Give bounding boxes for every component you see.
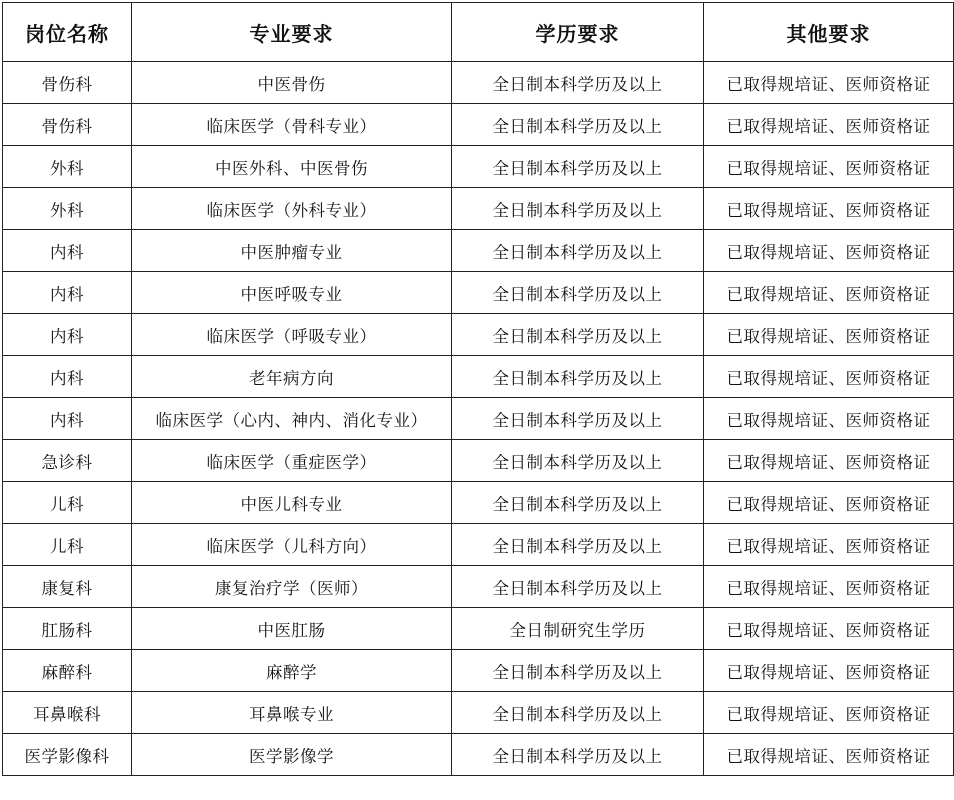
cell-major: 临床医学（呼吸专业）	[132, 314, 452, 356]
table-row	[3, 230, 954, 272]
cell-education: 全日制本科学历及以上	[452, 566, 704, 608]
cell-education: 全日制本科学历及以上	[452, 398, 704, 440]
cell-other: 已取得规培证、医师资格证	[704, 62, 954, 104]
cell-major: 临床医学（重症医学）	[132, 440, 452, 482]
cell-position: 耳鼻喉科	[3, 692, 132, 734]
cell-other: 已取得规培证、医师资格证	[704, 398, 954, 440]
cell-other: 已取得规培证、医师资格证	[704, 314, 954, 356]
cell-major: 临床医学（儿科方向）	[132, 524, 452, 566]
table-row	[3, 524, 954, 566]
cell-education: 全日制本科学历及以上	[452, 104, 704, 146]
cell-major: 中医肿瘤专业	[132, 230, 452, 272]
cell-other: 已取得规培证、医师资格证	[704, 440, 954, 482]
cell-position: 内科	[3, 230, 132, 272]
cell-major: 临床医学（心内、神内、消化专业）	[132, 398, 452, 440]
cell-major: 临床医学（外科专业）	[132, 188, 452, 230]
cell-major: 耳鼻喉专业	[132, 692, 452, 734]
header-education: 学历要求	[452, 3, 704, 62]
cell-major: 临床医学（骨科专业）	[132, 104, 452, 146]
cell-major: 老年病方向	[132, 356, 452, 398]
cell-position: 内科	[3, 272, 132, 314]
table-row	[3, 146, 954, 188]
job-requirements-table	[2, 2, 954, 776]
table-row	[3, 314, 954, 356]
cell-other: 已取得规培证、医师资格证	[704, 692, 954, 734]
cell-position: 骨伤科	[3, 62, 132, 104]
cell-other: 已取得规培证、医师资格证	[704, 104, 954, 146]
cell-education: 全日制本科学历及以上	[452, 440, 704, 482]
cell-position: 内科	[3, 398, 132, 440]
cell-education: 全日制本科学历及以上	[452, 146, 704, 188]
table-row	[3, 188, 954, 230]
cell-major: 中医呼吸专业	[132, 272, 452, 314]
header-position: 岗位名称	[3, 3, 132, 62]
cell-education: 全日制本科学历及以上	[452, 482, 704, 524]
cell-education: 全日制本科学历及以上	[452, 356, 704, 398]
cell-position: 急诊科	[3, 440, 132, 482]
cell-other: 已取得规培证、医师资格证	[704, 188, 954, 230]
table-row	[3, 608, 954, 650]
cell-education: 全日制本科学历及以上	[452, 62, 704, 104]
table-body	[3, 62, 954, 776]
cell-other: 已取得规培证、医师资格证	[704, 146, 954, 188]
cell-position: 内科	[3, 356, 132, 398]
cell-position: 麻醉科	[3, 650, 132, 692]
cell-education: 全日制本科学历及以上	[452, 524, 704, 566]
header-other: 其他要求	[704, 3, 954, 62]
table-row	[3, 398, 954, 440]
table-row	[3, 356, 954, 398]
table-row	[3, 734, 954, 776]
table-row	[3, 566, 954, 608]
cell-position: 骨伤科	[3, 104, 132, 146]
cell-other: 已取得规培证、医师资格证	[704, 566, 954, 608]
cell-education: 全日制本科学历及以上	[452, 188, 704, 230]
cell-position: 外科	[3, 146, 132, 188]
cell-position: 儿科	[3, 482, 132, 524]
cell-major: 中医外科、中医骨伤	[132, 146, 452, 188]
cell-education: 全日制研究生学历	[452, 608, 704, 650]
cell-major: 医学影像学	[132, 734, 452, 776]
cell-other: 已取得规培证、医师资格证	[704, 356, 954, 398]
cell-other: 已取得规培证、医师资格证	[704, 272, 954, 314]
cell-other: 已取得规培证、医师资格证	[704, 608, 954, 650]
cell-position: 康复科	[3, 566, 132, 608]
cell-other: 已取得规培证、医师资格证	[704, 482, 954, 524]
cell-education: 全日制本科学历及以上	[452, 650, 704, 692]
table-header	[3, 3, 954, 62]
cell-major: 麻醉学	[132, 650, 452, 692]
table-row	[3, 692, 954, 734]
header-major: 专业要求	[132, 3, 452, 62]
cell-position: 内科	[3, 314, 132, 356]
table-row	[3, 104, 954, 146]
cell-major: 中医肛肠	[132, 608, 452, 650]
cell-education: 全日制本科学历及以上	[452, 230, 704, 272]
header-row	[3, 3, 954, 62]
cell-major: 中医骨伤	[132, 62, 452, 104]
cell-position: 儿科	[3, 524, 132, 566]
cell-education: 全日制本科学历及以上	[452, 314, 704, 356]
table-row	[3, 62, 954, 104]
cell-position: 医学影像科	[3, 734, 132, 776]
table-row	[3, 272, 954, 314]
cell-major: 康复治疗学（医师）	[132, 566, 452, 608]
cell-education: 全日制本科学历及以上	[452, 734, 704, 776]
table-row	[3, 482, 954, 524]
table-row	[3, 440, 954, 482]
cell-other: 已取得规培证、医师资格证	[704, 650, 954, 692]
cell-position: 肛肠科	[3, 608, 132, 650]
cell-education: 全日制本科学历及以上	[452, 272, 704, 314]
cell-education: 全日制本科学历及以上	[452, 692, 704, 734]
cell-position: 外科	[3, 188, 132, 230]
table-row	[3, 650, 954, 692]
cell-other: 已取得规培证、医师资格证	[704, 524, 954, 566]
cell-other: 已取得规培证、医师资格证	[704, 734, 954, 776]
cell-major: 中医儿科专业	[132, 482, 452, 524]
cell-other: 已取得规培证、医师资格证	[704, 230, 954, 272]
